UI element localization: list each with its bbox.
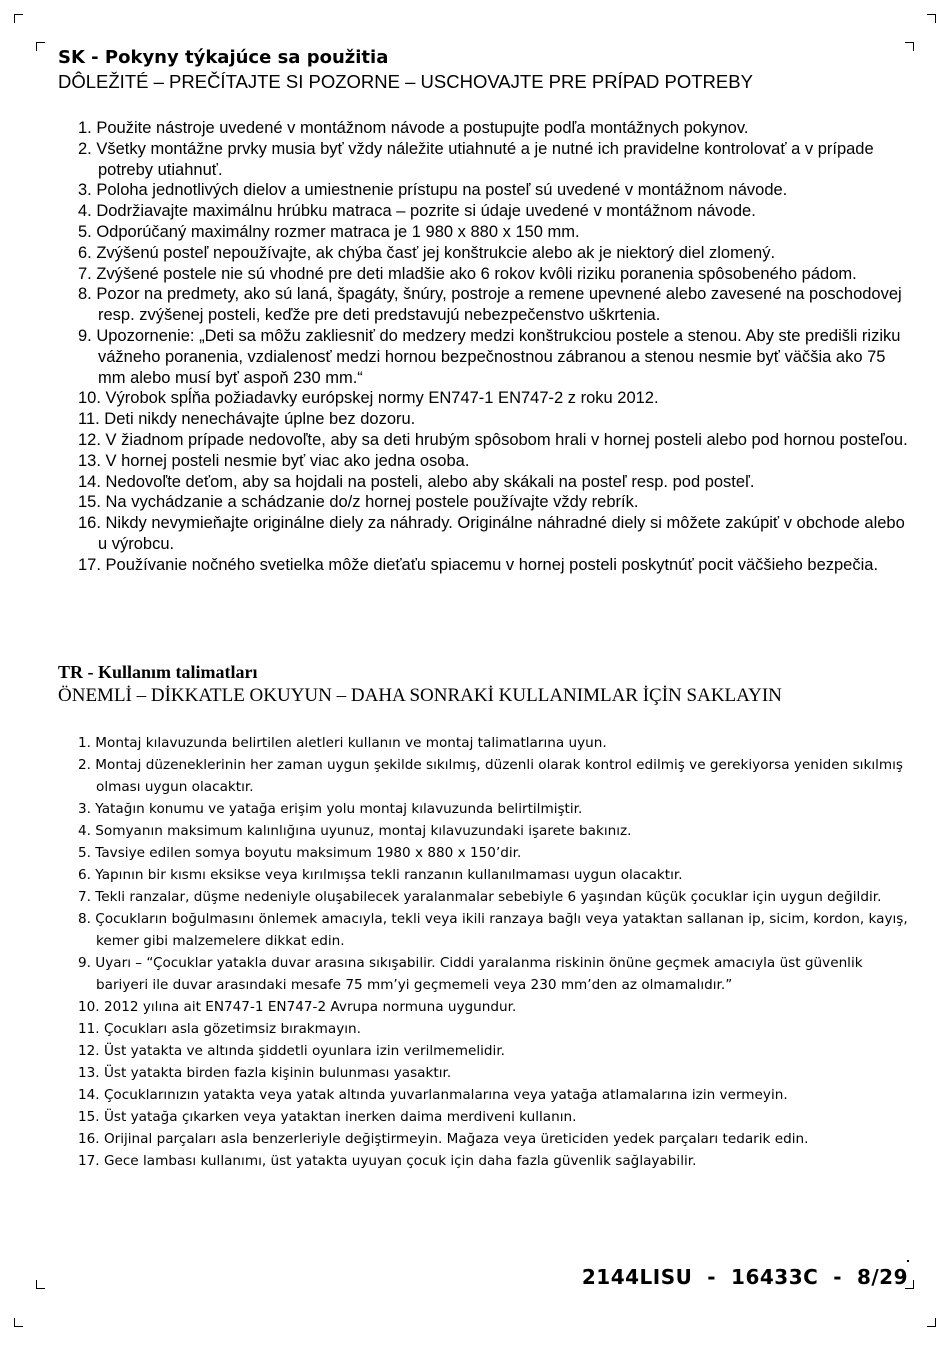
sk-instruction-list bbox=[78, 118, 908, 576]
list-item: 15. Na vychádzanie a schádzanie do/z hornej postele používajte vždy rebrík. bbox=[78, 493, 639, 512]
list-item: 14. Nedovoľte deťom, aby sa hojdali na posteli, alebo aby skákali na posteľ resp. pod posteľ. bbox=[78, 472, 755, 491]
sk-section-title: SK - Pokyny týkajúce sa použitia bbox=[58, 47, 389, 68]
list-item: 2. Montaj düzeneklerinin her zaman uygun şekilde sıkılmış, düzenli olarak kontrol edilmiş ve gerekiyorsa yeniden sıkılmış olması uygun olacaktır. bbox=[78, 757, 903, 795]
tr-section-subtitle: ÖNEMLİ – DİKKATLE OKUYUN – DAHA SONRAKİ KULLANIMLAR İÇİN SAKLAYIN bbox=[58, 685, 782, 706]
list-item: 9. Uyarı – “Çocuklar yatakla duvar arasına sıkışabilir. Ciddi yaralanma riskinin önüne geçmek amacıyla üst güvenlik bariyeri ile duvar arasındaki mesafe 75 mm’yi geçmemeli veya 230 mm’den az olmamalıdır.” bbox=[78, 955, 863, 993]
list-item: 14. Çocuklarınızın yatakta veya yatak altında yuvarlanmalarına veya yatağa atlamalarına izin vermeyin. bbox=[78, 1087, 788, 1103]
page-footer-code: 2144LISU - 16433C - 8/29 bbox=[581, 1265, 908, 1289]
list-item: 15. Üst yatağa çıkarken veya yataktan inerken daima merdiveni kullanın. bbox=[78, 1109, 577, 1125]
list-item: 10. Výrobok spĺňa požiadavky európskej normy EN747-1 EN747-2 z roku 2012. bbox=[78, 389, 659, 408]
list-item: 8. Çocukların boğulmasını önlemek amacıyla, tekli veya ikili ranzaya bağlı veya yataktan sallanan ip, sicim, kordon, kayış, kemer gibi malzemelere dikkat edin. bbox=[78, 911, 908, 949]
list-item: 13. Üst yatakta birden fazla kişinin bulunması yasaktır. bbox=[78, 1065, 452, 1081]
crop-mark bbox=[14, 1318, 23, 1327]
list-item: 8. Pozor na predmety, ako sú laná, špagáty, šnúry, postroje a remene upevnené alebo zavesené na poschodovej resp. zvýšenej posteli, keďže pre deti predstavujú nebezpečenstvo uškrtenia. bbox=[78, 285, 902, 325]
list-item: 4. Dodržiavajte maximálnu hrúbku matraca – pozrite si údaje uvedené v montážnom návode. bbox=[78, 202, 756, 221]
list-item: 11. Çocukları asla gözetimsiz bırakmayın. bbox=[78, 1021, 361, 1037]
list-item: 12. V žiadnom prípade nedovoľte, aby sa deti hrubým spôsobom hrali v hornej posteli alebo pod hornou posteľou. bbox=[78, 430, 908, 449]
list-item: 12. Üst yatakta ve altında şiddetli oyunlara izin verilmemelidir. bbox=[78, 1043, 505, 1059]
crop-mark bbox=[927, 14, 936, 23]
crop-mark bbox=[36, 1280, 45, 1289]
crop-mark bbox=[927, 1318, 936, 1327]
list-item: 5. Tavsiye edilen somya boyutu maksimum 1980 x 880 x 150’dir. bbox=[78, 845, 522, 861]
list-item: 2. Všetky montážne prvky musia byť vždy náležite utiahnuté a je nutné ich pravidelne kontrolovať a v prípade potreby utiahnuť. bbox=[78, 139, 874, 179]
tr-instructions-section bbox=[58, 660, 908, 1169]
crop-mark bbox=[14, 14, 23, 23]
list-item: 3. Yatağın konumu ve yatağa erişim yolu montaj kılavuzunda belirtilmiştir. bbox=[78, 801, 583, 817]
sk-instructions-section bbox=[58, 46, 908, 574]
tr-instruction-list bbox=[78, 732, 918, 1172]
list-item: 7. Tekli ranzalar, düşme nedeniyle oluşabilecek yaralanmalar sebebiyle 6 yaşından küçük çocuklar için uygun değildir. bbox=[78, 889, 882, 905]
sk-section-subtitle: DÔLEŽITÉ – PREČÍTAJTE SI POZORNE – USCHOVAJTE PRE PRÍPAD POTREBY bbox=[58, 71, 753, 92]
list-item: 17. Používanie nočného svetielka môže dieťaťu spiacemu v hornej posteli poskytnúť pocit väčšieho bezpečia. bbox=[78, 555, 879, 574]
list-item: 10. 2012 yılına ait EN747-1 EN747-2 Avrupa normuna uygundur. bbox=[78, 999, 517, 1015]
list-item: 6. Yapının bir kısmı eksikse veya kırılmışsa tekli ranzanın kullanılmaması uygun olacaktır. bbox=[78, 867, 683, 883]
list-item: 17. Gece lambası kullanımı, üst yatakta uyuyan çocuk için daha fazla güvenlik sağlayabilir. bbox=[78, 1153, 697, 1169]
list-item: 3. Poloha jednotlivých dielov a umiestnenie prístupu na posteľ sú uvedené v montážnom návode. bbox=[78, 181, 788, 200]
list-item: 11. Deti nikdy nenechávajte úplne bez dozoru. bbox=[78, 410, 416, 429]
list-item: 5. Odporúčaný maximálny rozmer matraca je 1 980 x 880 x 150 mm. bbox=[78, 222, 580, 241]
list-item: 1. Montaj kılavuzunda belirtilen aletleri kullanın ve montaj talimatlarına uyun. bbox=[78, 735, 607, 751]
list-item: 16. Nikdy nevymieňajte originálne diely za náhrady. Originálne náhradné diely si môžete zakúpiť v obchode alebo u výrobcu. bbox=[78, 514, 905, 553]
list-item: 4. Somyanın maksimum kalınlığına uyunuz, montaj kılavuzundaki işarete bakınız. bbox=[78, 823, 632, 839]
list-item: 13. V hornej posteli nesmie byť viac ako jedna osoba. bbox=[78, 451, 470, 470]
list-item: 1. Použite nástroje uvedené v montážnom návode a postupujte podľa montážnych pokynov. bbox=[78, 119, 749, 137]
crop-mark bbox=[36, 42, 45, 51]
list-item: 9. Upozornenie: „Deti sa môžu zakliesniť do medzery medzi konštrukciou postele a stenou. Aby ste predišli riziku vážneho poranenia, vzdialenosť medzi hornou bezpečnostnou zábranou a stenou nesmie byť väčšia ako 75 mm alebo musí byť aspoň 230 mm.“ bbox=[78, 326, 901, 387]
list-item: 6. Zvýšenú posteľ nepoužívajte, ak chýba časť jej konštrukcie alebo ak je niektorý diel zlomený. bbox=[78, 243, 776, 262]
list-item: 7. Zvýšené postele nie sú vhodné pre deti mladšie ako 6 rokov kvôli riziku poranenia spôsobeného pádom. bbox=[78, 264, 857, 283]
footer-dot bbox=[907, 1260, 909, 1262]
tr-section-title: TR - Kullanım talimatları bbox=[58, 662, 258, 682]
list-item: 16. Orijinal parçaları asla benzerleriyle değiştirmeyin. Mağaza veya üreticiden yedek parçaları tedarik edin. bbox=[78, 1131, 809, 1147]
